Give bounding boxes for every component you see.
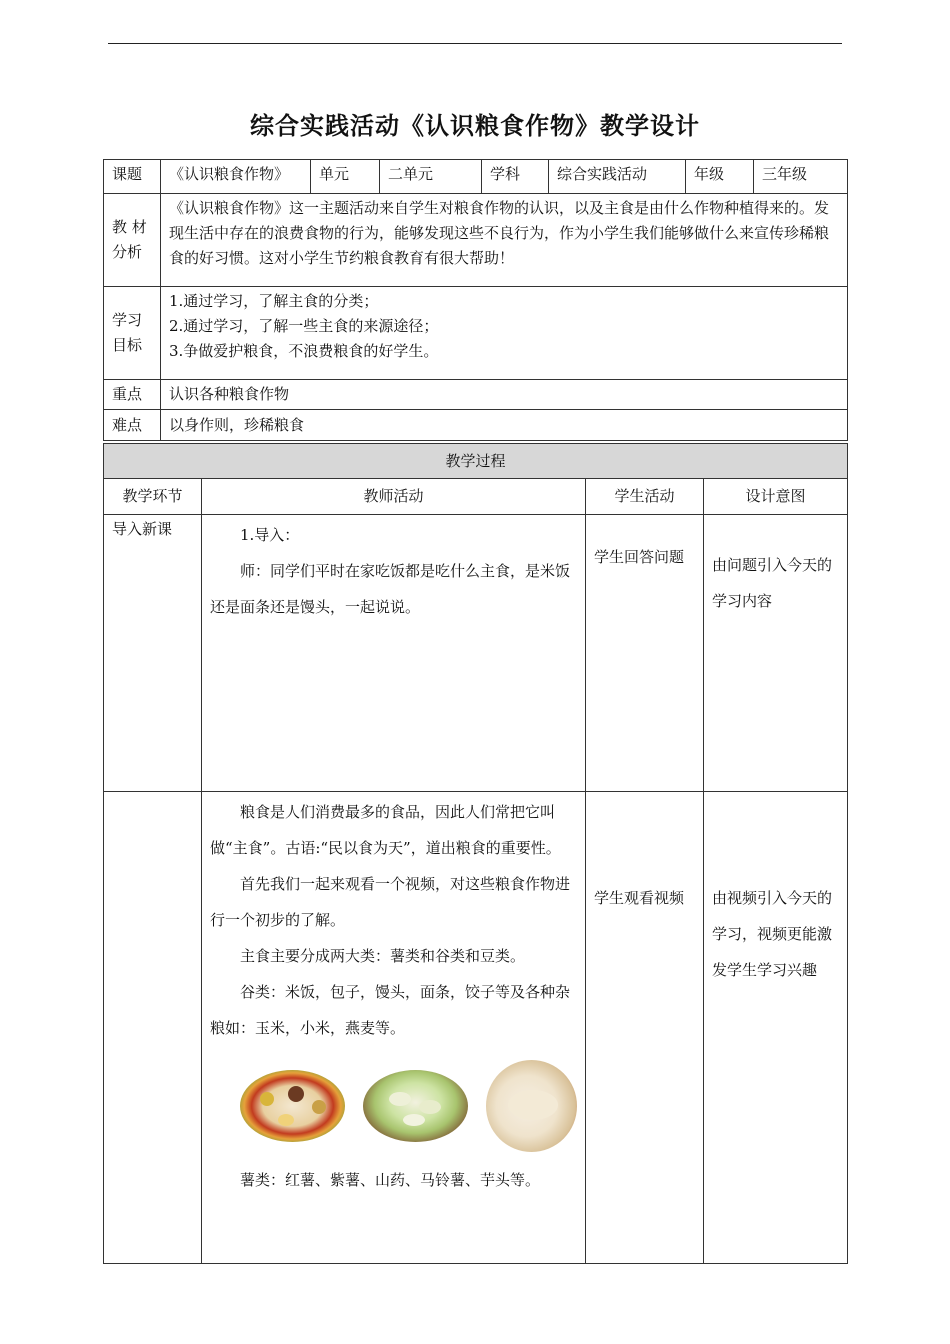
food-images: [240, 1060, 577, 1152]
student-activity-cell: [586, 792, 704, 1264]
difficulty-text: 以身作则，珍稀粮食: [161, 410, 848, 441]
stage-cell: 导入新课: [104, 515, 202, 792]
key-point-row: [104, 380, 848, 410]
process-row: [104, 515, 848, 792]
teacher-text: 师：同学们平时在家吃饭都是吃什么主食，是米饭还是面条还是馒头，一起说说。: [210, 562, 571, 616]
student-text: 学生观看视频: [594, 889, 685, 907]
unit-label: 单元: [311, 160, 380, 194]
teacher-text: 主食主要分成两大类：薯类和谷类和豆类。: [240, 947, 526, 965]
header-rule: [108, 43, 842, 44]
goals-label: [104, 287, 161, 380]
oatmeal-bowl-image: [486, 1060, 577, 1152]
stage-cell: [104, 792, 202, 1264]
process-table: [103, 443, 848, 1264]
analysis-text: 《认识粮食作物》这一主题活动来自学生对粮食作物的认识，以及主食是由什么作物种植得来的。发现生活中存在的浪费食物的行为，能够发现这些不良行为，作为小学生我们能够做什么来宣传珍稀粮食的好习惯。这对小学生节约粮食教育有很大帮助！: [161, 194, 848, 287]
student-text: 学生回答问题: [594, 548, 685, 566]
topic-label: 课题: [104, 160, 161, 194]
info-row: [104, 160, 848, 194]
goals-list: [161, 287, 848, 380]
intent-text: 由问题引入今天的学习内容: [712, 556, 833, 610]
teacher-text: 1.导入：: [240, 526, 300, 544]
goal-item: 3.争做爱护粮食，不浪费粮食的好学生。: [169, 342, 439, 360]
intent-cell: [704, 792, 848, 1264]
process-header-row: [104, 444, 848, 479]
process-row: [104, 792, 848, 1264]
goals-label-line2: 目标: [112, 336, 143, 354]
analysis-label-line2: 分析: [112, 243, 143, 261]
goals-row: [104, 287, 848, 380]
analysis-row: [104, 194, 848, 287]
teacher-text: 粮食是人们消费最多的食品，因此人们常把它叫做“主食”。古语:“民以食为天”，道出粮食的重要性。: [210, 803, 561, 857]
difficulty-row: [104, 410, 848, 441]
teacher-activity-cell: [202, 792, 586, 1264]
column-stage: 教学环节: [104, 479, 202, 515]
goals-label-line1: 学习: [112, 311, 143, 329]
goal-item: 2.通过学习，了解一些主食的来源途径；: [169, 317, 439, 335]
document-title: 综合实践活动《认识粮食作物》教学设计: [250, 112, 700, 140]
topic-value: 《认识粮食作物》: [161, 160, 311, 194]
column-student: 学生活动: [586, 479, 704, 515]
intent-text: 由视频引入今天的学习，视频更能激发学生学习兴趣: [712, 889, 833, 979]
process-columns-row: [104, 479, 848, 515]
student-activity-cell: [586, 515, 704, 792]
column-teacher: 教师活动: [202, 479, 586, 515]
process-header: 教学过程: [104, 444, 848, 479]
difficulty-label: 难点: [104, 410, 161, 441]
teacher-activity-cell: [202, 515, 586, 792]
goal-item: 1.通过学习，了解主食的分类；: [169, 292, 379, 310]
analysis-label-line1: 教 材: [112, 218, 147, 236]
dumplings-plate-image: [363, 1070, 468, 1142]
subject-value: 综合实践活动: [549, 160, 686, 194]
key-point-label: 重点: [104, 380, 161, 410]
teacher-text: 薯类：红薯、紫薯、山药、马铃薯、芋头等。: [240, 1171, 541, 1189]
key-point-text: 认识各种粮食作物: [161, 380, 848, 410]
intent-cell: [704, 515, 848, 792]
unit-value: 二单元: [380, 160, 482, 194]
subject-label: 学科: [482, 160, 549, 194]
teacher-text: 首先我们一起来观看一个视频，对这些粮食作物进行一个初步的了解。: [210, 875, 571, 929]
grade-value: 三年级: [754, 160, 848, 194]
grade-label: 年级: [686, 160, 754, 194]
analysis-label: [104, 194, 161, 287]
column-intent: 设计意图: [704, 479, 848, 515]
grains-plate-image: [240, 1070, 345, 1142]
info-table: [103, 159, 848, 441]
teacher-text: 谷类：米饭，包子，馒头，面条，饺子等及各种杂粮如：玉米，小米，燕麦等。: [210, 983, 571, 1037]
